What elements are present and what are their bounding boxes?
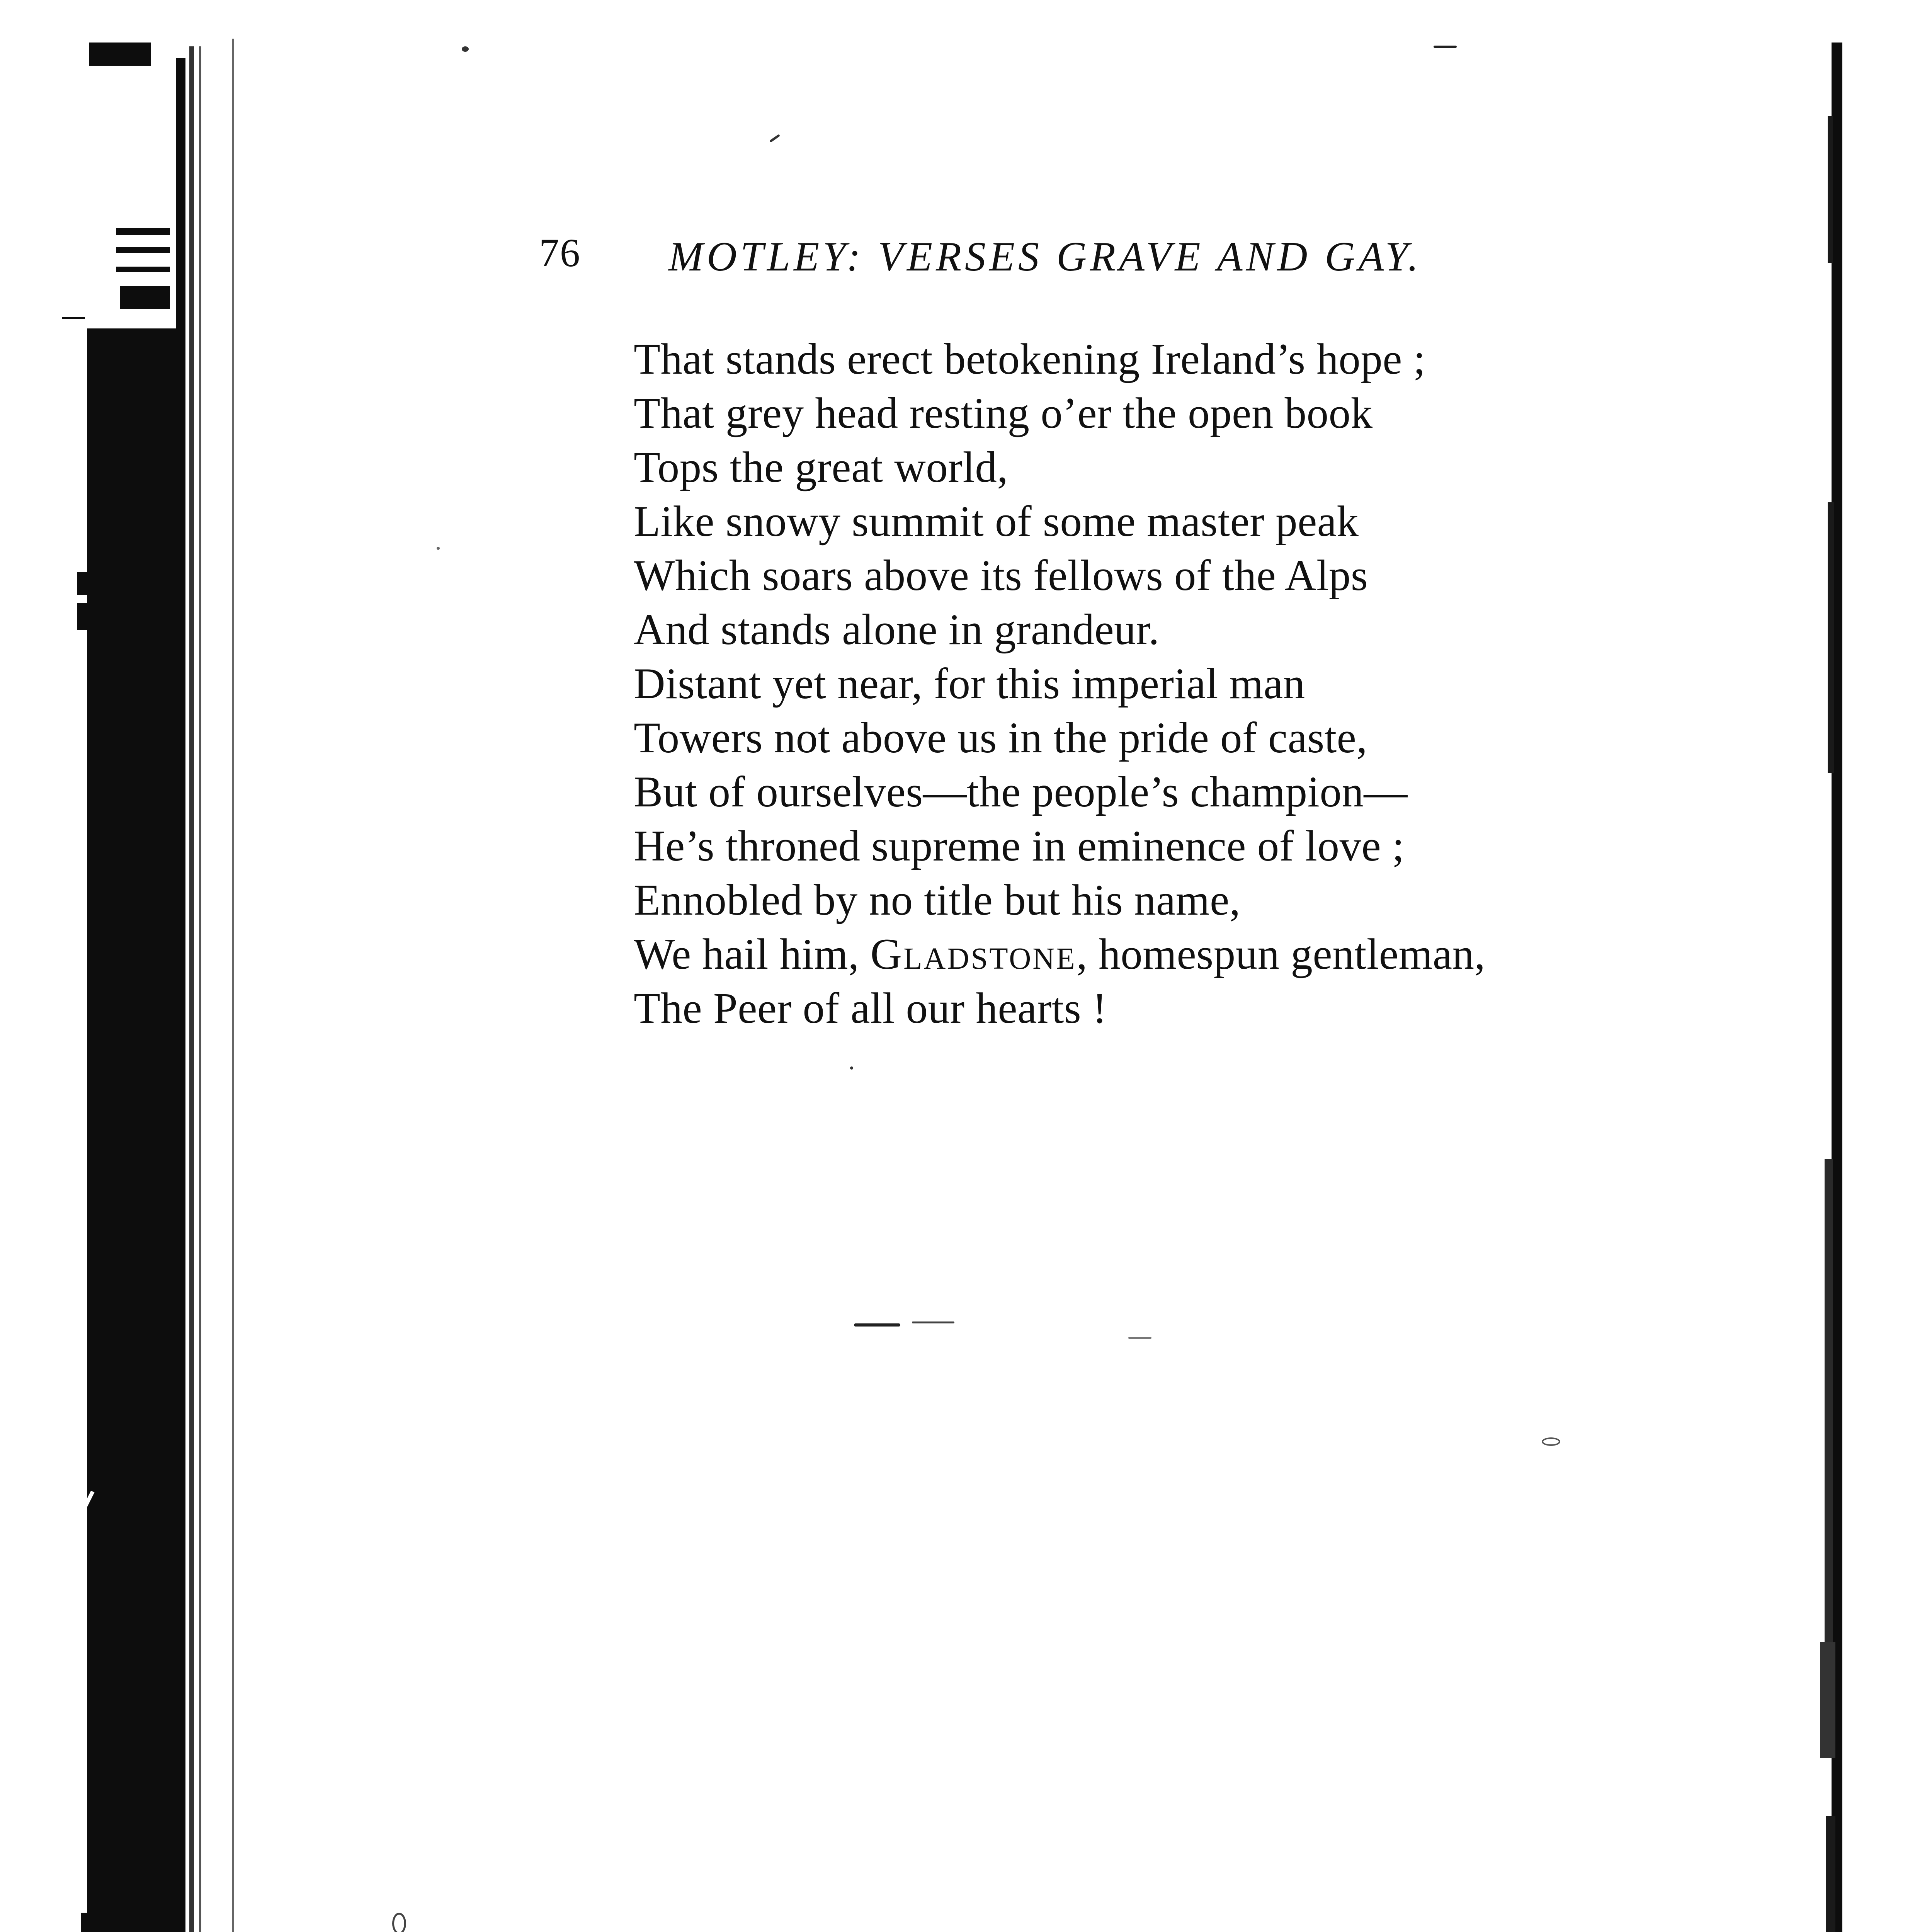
poem-line: Distant yet near, for this imperial man (634, 660, 1305, 708)
scan-speck (850, 1066, 853, 1070)
poem-line-with-name (634, 927, 1561, 981)
page-header (539, 226, 1544, 280)
poem-line: Tops the great world, (634, 443, 1009, 492)
poem-line: That grey head resting o’er the open book (634, 389, 1373, 437)
poem-line: And stands alone in grandeur. (634, 605, 1160, 654)
scan-speck (437, 547, 440, 550)
poem-line-text: , homespun gentleman, (1076, 930, 1486, 978)
scanned-binding-edge-left (0, 0, 240, 1932)
poem-stanza (634, 332, 1561, 1036)
poem-line: Ennobled by no title but his name, (634, 876, 1241, 924)
scan-speck (462, 46, 469, 52)
poem-line: The Peer of all our hearts ! (634, 984, 1107, 1032)
scan-speck (1128, 1337, 1151, 1339)
poem-line: Like snowy summit of some master peak (634, 497, 1359, 546)
scan-speck (854, 1323, 900, 1327)
scan-speck (392, 1913, 406, 1932)
poem-line: Towers not above us in the pride of caste, (634, 714, 1368, 762)
scan-speck (1434, 46, 1457, 48)
scan-speck (769, 134, 780, 143)
poem-line: He’s throned supreme in eminence of love ; (634, 822, 1405, 870)
page-number: 76 (539, 231, 581, 275)
gladstone-name: Gladstone (870, 930, 1077, 978)
running-head: MOTLEY: VERSES GRAVE AND GAY. (668, 234, 1422, 280)
poem-line: But of ourselves—the people’s champion— (634, 768, 1408, 816)
poem-line: Which soars above its fellows of the Alps (634, 551, 1368, 600)
poem-line: That stands erect betokening Ireland’s hope ; (634, 335, 1426, 383)
poem-line-text: We hail him, (634, 930, 871, 978)
scan-speck (912, 1321, 954, 1323)
scan-speck (1542, 1437, 1560, 1446)
scanned-page-edge-right (1816, 0, 1862, 1932)
